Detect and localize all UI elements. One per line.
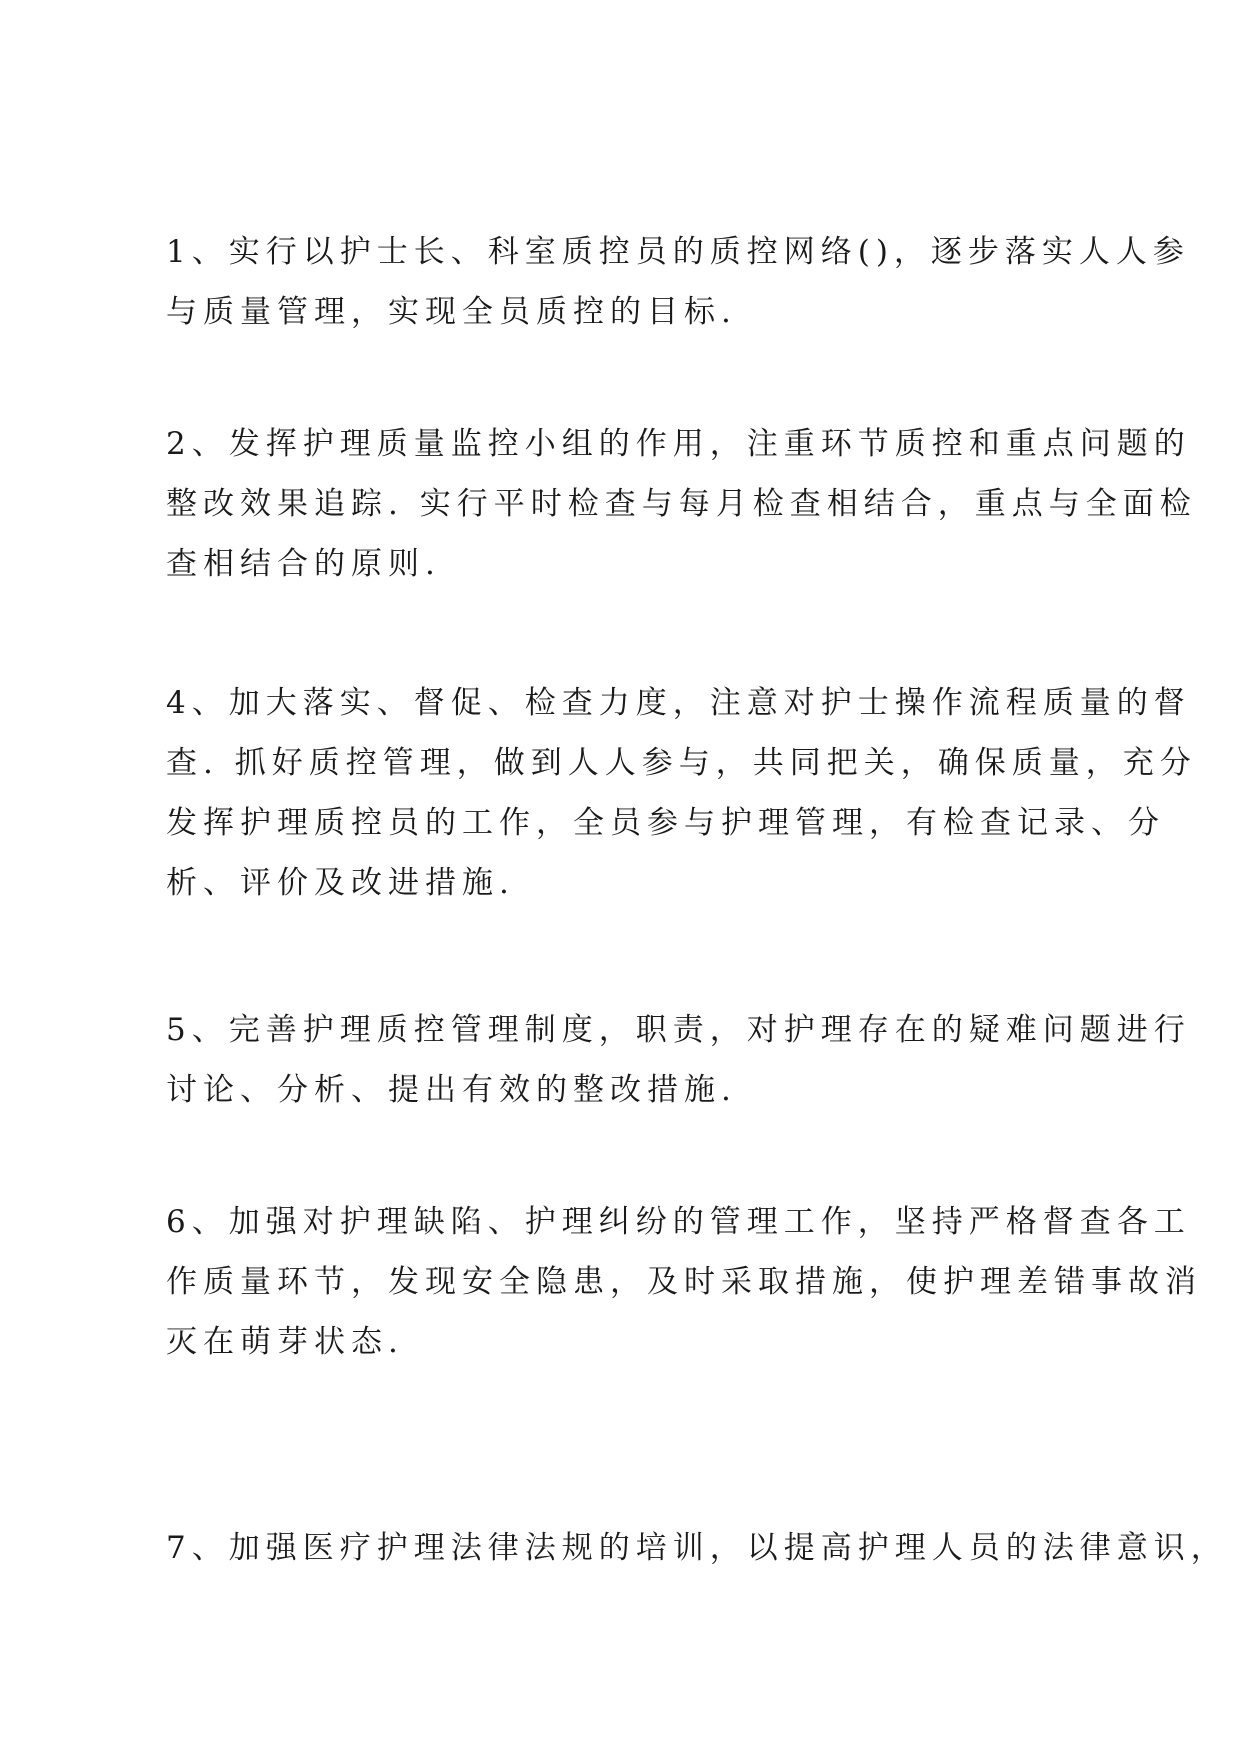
text-line: 6、加强对护理缺陷、护理纠纷的管理工作，坚持严格督查各工: [166, 1204, 1191, 1240]
text-line: 2、发挥护理质量监控小组的作用，注重环节质控和重点问题的: [166, 426, 1191, 462]
paragraph-item-6: [166, 1192, 1202, 1372]
text-line: 析、评价及改进措施.: [166, 865, 515, 901]
text-line: 1、实行以护士长、科室质控员的质控网络()，逐步落实人人参: [166, 234, 1190, 270]
text-line: 查相结合的原则.: [166, 546, 441, 582]
paragraph-item-7: [166, 1518, 1228, 1578]
paragraph-item-4: [166, 673, 1197, 913]
paragraph-item-2: [166, 414, 1197, 594]
text-line: 与质量管理，实现全员质控的目标.: [166, 294, 737, 330]
text-line: 7、加强医疗护理法律法规的培训，以提高护理人员的法律意识，: [166, 1530, 1228, 1566]
text-line: 4、加大落实、督促、检查力度，注意对护士操作流程质量的督: [166, 685, 1191, 721]
text-line: 查. 抓好质控管理，做到人人参与，共同把关，确保质量，充分: [166, 745, 1197, 781]
text-line: 灭在萌芽状态.: [166, 1324, 404, 1360]
text-line: 5、完善护理质控管理制度，职责，对护理存在的疑难问题进行: [166, 1012, 1191, 1048]
text-line: 讨论、分析、提出有效的整改措施.: [166, 1072, 737, 1108]
text-line: 作质量环节，发现安全隐患，及时采取措施，使护理差错事故消: [166, 1264, 1202, 1300]
paragraph-item-1: [166, 222, 1190, 342]
paragraph-item-5: [166, 1000, 1191, 1120]
text-line: 发挥护理质控员的工作，全员参与护理管理，有检查记录、分: [166, 805, 1165, 841]
text-line: 整改效果追踪. 实行平时检查与每月检查相结合，重点与全面检: [166, 486, 1197, 522]
